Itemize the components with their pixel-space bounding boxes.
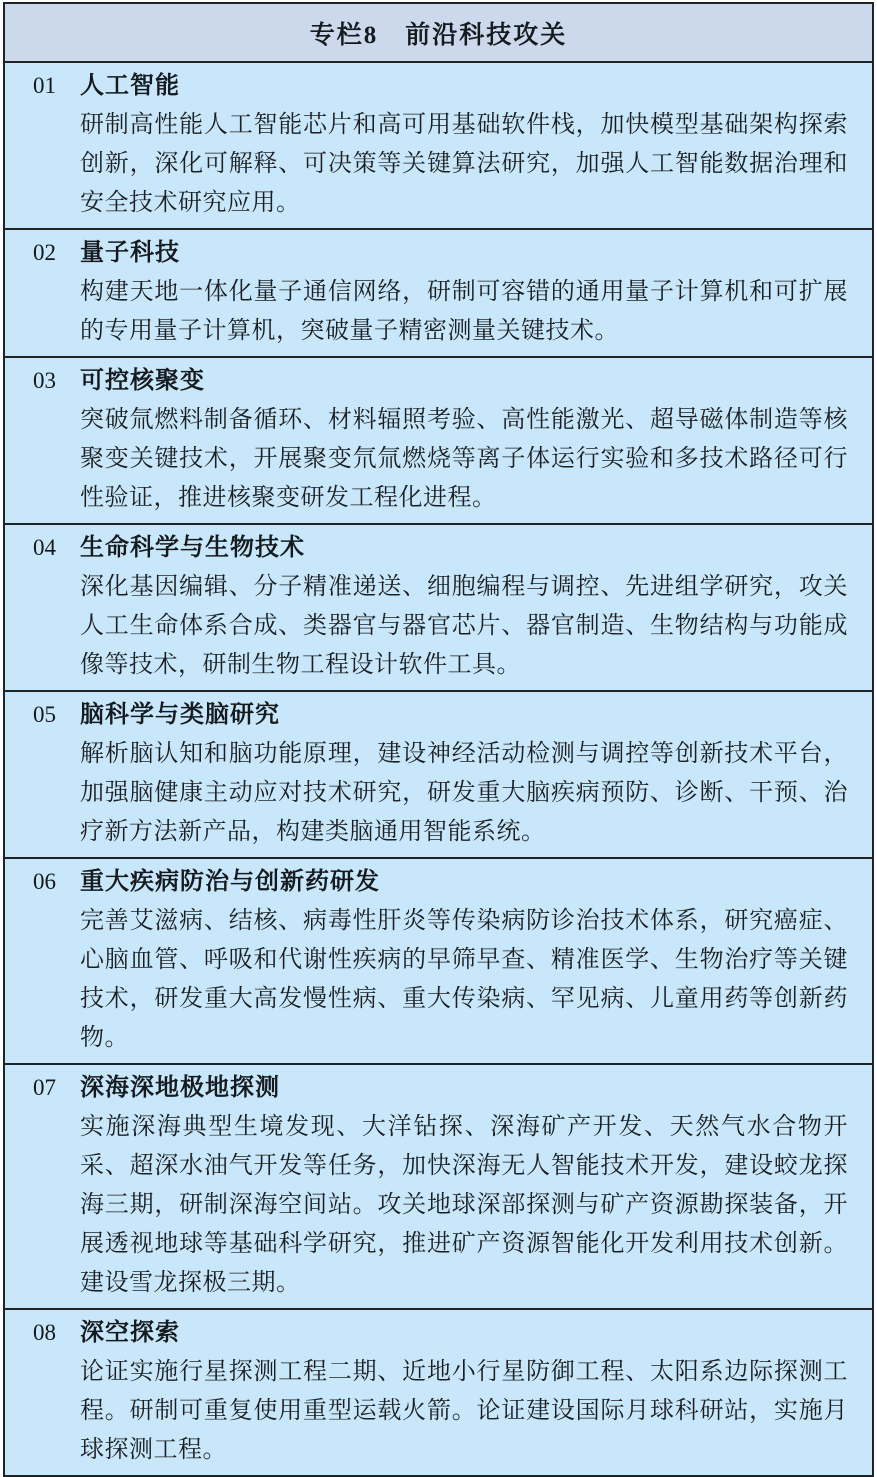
section-number: 03 xyxy=(33,368,56,393)
section-body: 构建天地一体化量子通信网络，研制可容错的通用量子计算机和可扩展的专用量子计算机，突破量子精密测量关键技术。 xyxy=(80,279,848,344)
panel-title: 专栏8 前沿科技攻关 xyxy=(5,4,872,63)
feature-box xyxy=(3,2,874,1477)
section-body: 深化基因编辑、分子精准递送、细胞编程与调控、先进组学研究，攻关人工生命体系合成、类器官与器官芯片、器官制造、生物结构与功能成像等技术，研制生物工程设计软件工具。 xyxy=(80,574,848,678)
section-number: 02 xyxy=(33,240,56,265)
section-number: 07 xyxy=(33,1075,56,1100)
section-header xyxy=(33,695,848,735)
section-heading: 深海深地极地探测 xyxy=(80,1075,280,1101)
section-brain-science xyxy=(5,692,872,859)
section-body: 突破氚燃料制备循环、材料辐照考验、高性能激光、超导磁体制造等核聚变关键技术，开展聚变氘氚燃烧等离子体运行实验和多技术路径可行性验证，推进核聚变研发工程化进程。 xyxy=(80,407,848,511)
section-heading: 生命科学与生物技术 xyxy=(80,535,305,561)
section-disease-prevention-drugs xyxy=(5,859,872,1065)
section-body: 实施深海典型生境发现、大洋钻探、深海矿产开发、天然气水合物开采、超深水油气开发等任务，加快深海无人智能技术开发，建设蛟龙探海三期，研制深海空间站。攻关地球深部探测与矿产资源勘探装备，开展透视地球等基础科学研究，推进矿产资源智能化开发利用技术创新。建设雪龙探极三期。 xyxy=(80,1114,848,1296)
section-number: 05 xyxy=(33,702,56,727)
section-body: 研制高性能人工智能芯片和高可用基础软件栈，加快模型基础架构探索创新，深化可解释、可决策等关键算法研究，加强人工智能数据治理和安全技术研究应用。 xyxy=(80,112,848,216)
section-artificial-intelligence xyxy=(5,63,872,230)
section-quantum-technology xyxy=(5,230,872,358)
section-heading: 深空探索 xyxy=(80,1320,180,1346)
section-header xyxy=(33,361,848,401)
section-number: 04 xyxy=(33,535,56,560)
section-deep-sea-earth-polar xyxy=(5,1065,872,1310)
section-heading: 可控核聚变 xyxy=(80,368,205,394)
section-deep-space-exploration xyxy=(5,1310,872,1475)
section-heading: 脑科学与类脑研究 xyxy=(80,702,280,728)
section-header xyxy=(33,1313,848,1353)
section-header xyxy=(33,528,848,568)
section-body: 论证实施行星探测工程二期、近地小行星防御工程、太阳系边际探测工程。研制可重复使用重型运载火箭。论证建设国际月球科研站，实施月球探测工程。 xyxy=(80,1359,848,1463)
section-number: 01 xyxy=(33,73,56,98)
section-body: 完善艾滋病、结核、病毒性肝炎等传染病防诊治技术体系，研究癌症、心脑血管、呼吸和代谢性疾病的早筛早查、精准医学、生物治疗等关键技术，研发重大高发慢性病、重大传染病、罕见病、儿童用药等创新药物。 xyxy=(80,908,848,1051)
section-number: 06 xyxy=(33,869,56,894)
section-life-science-biotech xyxy=(5,525,872,692)
section-number: 08 xyxy=(33,1320,56,1345)
section-header xyxy=(33,862,848,902)
section-header xyxy=(33,66,848,106)
section-heading: 重大疾病防治与创新药研发 xyxy=(80,869,380,895)
section-header xyxy=(33,1068,848,1108)
section-controlled-fusion xyxy=(5,358,872,525)
section-heading: 人工智能 xyxy=(80,73,180,99)
section-heading: 量子科技 xyxy=(80,240,180,266)
section-header xyxy=(33,233,848,273)
section-body: 解析脑认知和脑功能原理，建设神经活动检测与调控等创新技术平台，加强脑健康主动应对技术研究，研发重大脑疾病预防、诊断、干预、治疗新方法新产品，构建类脑通用智能系统。 xyxy=(80,741,848,845)
